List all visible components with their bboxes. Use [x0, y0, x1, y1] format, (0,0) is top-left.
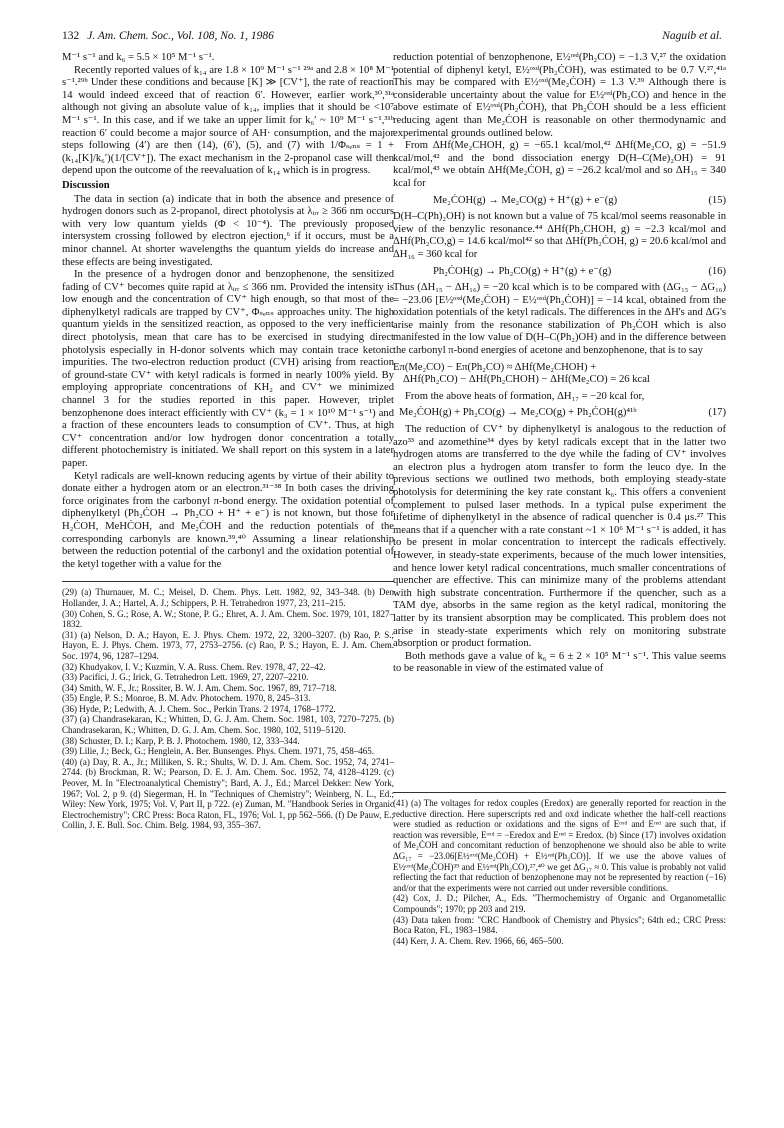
paragraph: The data in section (a) indicate that in both the absence and presence of hydrogen donors such as 2-propanol, direct photolysis at λᵢᵣᵣ ≥ 366 nm occurs with very low quantum yields (Φ < 10⁻⁴). The previously proposed intersystem crossing followed by electron ejection,⁶ if it occurs, must be a minor channel. At shorter wavelengths the quantum yields do increase and these effects are being investigated. — [62, 193, 394, 268]
equation-number: (17) — [708, 407, 726, 419]
paragraph: D(H–C(Ph)₂OH) is not known but a value of 75 kcal/mol seems reasonable in view of the benzylic resonance.⁴⁴ ΔHf(Ph₂CHOH, g) = −2.3 kcal/mol and ΔHf(Ph₂CO,g) = 14.6 kcal/mol⁴² so that ΔHf(Ph₂ĊOH, g) = 20.6 kcal/mol and ΔH₁₆ = 360 kcal for — [393, 211, 726, 260]
equation-number: (16) — [708, 265, 726, 277]
paragraph: Both methods gave a value of k₆ = 6 ± 2 × 10⁵ M⁻¹ s⁻¹. This value seems to be reasonable in view of the estimated value of — [393, 650, 726, 675]
journal-citation: J. Am. Chem. Soc., Vol. 108, No. 1, 1986 — [87, 30, 274, 42]
paragraph: From the above heats of formation, ΔH₁₇ = −20 kcal for, — [405, 390, 645, 402]
running-header-left — [62, 30, 274, 42]
footnote-item: (44) Kerr, J. A. Chem. Rev. 1966, 66, 465–500. — [393, 935, 564, 946]
reference-item: (29) (a) Thurnauer, M. C.; Meisel, D. Chem. Phys. Lett. 1982, 92, 343–348. (b) Den Hollander, J. A.; Hartel, A. J.; Schippers, P. H. Tetrahedron 1977, 23, 211–215. — [62, 587, 394, 608]
paragraph: Thus (ΔH₁₅ − ΔH₁₆) = −20 kcal which is to be compared with (ΔG₁₅ − ΔG₁₆) = −23.06 [E½ᵒˣᵈ(Me₂ĊOH) − E½ᵒˣᵈ(Ph₂ĊOH)] = −14 kcal, obtained from the oxidation potentials of the ketyl radicals. The differences in the ΔH's and ΔG's arise mainly from the resonance stabilization of Ph₂ĊOH which is also manifested in the low value of D(H–C(Ph₂)OH) and in the difference between the carbonyl π-bond energies of acetone and benzophenone, that is to say — [393, 282, 726, 357]
reference-item: (40) (a) Day, R. A., Jr.; Milliken, S. R.; Shults, W. D. J. Am. Chem. Soc. 1952, 74, 2741–2744. (b) Brockman, R. W.; Pearson, D. E. J. Am. Chem. Soc. 1952, 74, 4128–4129. (c) Peover, M. In "Electroanalytical Chemistry"; Bard, A. J., Ed.; Marcel Dekker: New York, 1967; Vol. 2, p 9. (d) Siegerman, H. In "Techniques of Chemistry"; Weinberg, N. L., Ed.; Wiley: New York, 1975; Vol. V, Part II, p 722. (e) Zuman, M. "Handbook Series in Organic Electrochemistry"; CRC Press: Boca Raton, FL, 1976; Vol. 1, pp 562–566. (f) De Pauw, E.; Collin, J. E. Bull. Soc. Chim. Belg. 1984, 93, 355–367. — [62, 756, 394, 831]
reference-item: (35) Engle, P. S.; Monroe, B. M. Adv. Photochem. 1970, 8, 245–313. — [62, 693, 311, 704]
running-header-authors: Naguib et al. — [662, 30, 722, 42]
paragraph: From ΔHf(Me₂CHOH, g) = −65.1 kcal/mol,⁴² ΔHf(Me₂CO, g) = −51.9 kcal/mol,⁴² and the bond dissociation energy D(H–C(Me)₂OH) = 91 kcal/mol,⁴³ we obtain ΔHf(Me₂ĊOH, g) = −26.2 kcal/mol and so ΔH₁₅ = 340 kcal for — [393, 140, 726, 189]
equation-body: Ph₂ĊOH(g) → Ph₂CO(g) + H⁺(g) + e⁻(g) — [433, 265, 612, 277]
footnote-item: (42) Cox, J. D.; Pilcher, A., Eds. "Thermochemistry of Organic and Organometallic Compounds"; 1970; pp 203 and 219. — [393, 893, 726, 914]
paragraph: reduction potential of benzophenone, E½ʳᵉᵈ(Ph₂CO) = −1.3 V,²⁷ the oxidation potential of diphenyl ketyl, E½ᵒˣᵈ(Ph₂ĊOH), was estimated to be 0.7 V.²⁷,⁴¹ᵃ This may be compared with E½ᵒˣᵈ(Me₂ĊOH) = 1.3 V.³⁹ Although there is considerable uncertainty about the value for E½ʳᵉᵈ(Ph₂CO) and hence in the above estimate of E½ᵒˣᵈ(Ph₂ĊOH), that Ph₂ĊOH should be a less efficient reducing agent than Me₂ĊOH is reasonable on other thermodynamic and experimental grounds outlined below. — [393, 52, 726, 139]
paragraph: Recently reported values of k₁₄ are 1.8 × 10⁹ M⁻¹ s⁻¹ ²⁹ᵃ and 2.8 × 10⁸ M⁻¹ s⁻¹.²⁹ᵇ Under these conditions and because [K] ≫ [CV⁺], the rate of reaction 14 would indeed exceed that of reaction 6′. However, earlier work,³⁰,³¹ᵃ although not giving an absolute value of k₁₄, implies that it should be <10⁷ M⁻¹ s⁻¹. In this case, and if we take an upper limit for k₆′ ~ 10⁹ M⁻¹ s⁻¹,³¹ᵇ reaction 6′ could become a major source of AH· consumption, and the major steps following (4′) are then (14), (6′), (5), and (7) with 1/Φₛₑₙₛ = 1 + (k₁₄[K]/k₆′)(1/[CV⁺]). The exact mechanism in the 2-propanol case will then depend upon the outcome of the reevaluation of k₁₄ which is in progress. — [62, 64, 394, 177]
equation-number: (15) — [708, 194, 726, 206]
equation-pi-bond — [393, 362, 726, 387]
right-column — [393, 52, 726, 676]
paragraph: The reduction of CV⁺ by diphenylketyl is analogous to the reduction of azo³³ and azomethine³⁴ dyes by ketyl radicals except that in the latter two hydrogen atoms are transferred to the dye while the fading of CV⁺ involves an electron plus a hydrogen atom transfer to form the leuco dye. In the previous sections we outlined two methods, both employing steady-state photolysis for determining the key rate constant k₆. This offers a convenient complement to pulsed laser methods. In a typical pulse experiment the lifetime of diphenylketyl in the absence of radical quencher is 0.4 μs.²⁷ This means that if a quencher with a rate constant ~1 × 10⁶ M⁻¹ s⁻¹ is added, it has to be present in molar concentration to intercept the radicals effectively. However, in steady-state experiments, because of the much lower intensities, and hence lower ketyl radical concentrations, much smaller concentrations of quencher are effective. This can minimize many of the problems attendant with high substrate concentration. Furthermore if the quencher, such as a TAM dye, absorbs in the same region as the ketyl radical, monitoring the latter by its transient absorption may be complicated. This problem does not arise in steady-state experiments which rely on monitoring substrate absorption or product formation. — [393, 424, 726, 650]
reference-item: (36) Hyde, P.; Ledwith, A. J. Chem. Soc., Perkin Trans. 2 1974, 1768–1772. — [62, 703, 336, 714]
paragraph: In the presence of a hydrogen donor and benzophenone, the sensitized fading of CV⁺ becomes quite rapid at λᵢᵣᵣ ≤ 366 nm. Provided the intensity is low enough and the concentration of CV⁺ high enough, so that most of the diphenylketyl radicals are trapped by CV⁺, Φₛₑₙₛ approaches unity. The high quantum yields in the sensitized reaction, as opposed to the very inefficient direct photolysis, mean that care has to be exercised in studying direct photolysis especially in H-donor solvents which may contain trace ketonic impurities. The two-electron reduction product (CVH) arising from reaction of ground-state CV⁺ with ketyl radicals is formed in nearly 100% yield. By employing appropriate concentrations of KH₂ and CV⁺ we minimized channel 3 for the studies reported in this paper. However, triplet benzophenone does interact efficiently with CV⁺ (k₃ = 1 × 10¹⁰ M⁻¹ s⁻¹) and a fraction of these encounters leads to consumption of CV⁺. Thus, at high CV⁺ concentration and/or low hydrogen donor concentration a totally different photochemistry is initiated. We shall report on this system in a later paper. — [62, 269, 394, 469]
reference-item: (31) (a) Nelson, D. A.; Hayon, E. J. Phys. Chem. 1972, 22, 3200–3207. (b) Rao, P. S.; Hayon, E. J. Phys. Chem. 1973, 77, 2753–2756. (c) Rao, P. S.; Hayon, E. J. Am. Chem. Soc. 1974, 96, 1287–1294. — [62, 629, 394, 661]
equation-17 — [393, 407, 726, 420]
footnote-item: (43) Data taken from: "CRC Handbook of Chemistry and Physics"; 64th ed.; CRC Press: Boca Raton, FL, 1983–1984. — [393, 914, 726, 936]
paragraph: Ketyl radicals are well-known reducing agents by virtue of their ability to donate either a hydrogen atom or an electron.³¹⁻³⁸ In both cases the driving force originates from the carbonyl π-bond energy. The oxidation potential of diphenylketyl (Ph₂ĊOH → Ph₂CO + H⁺ + e⁻) is not known, but those for H₂ĊOH, MeHĊOH, and Me₂ĊOH and the reduction potentials of the corresponding carbonyls are known.³⁹,⁴⁰ Assuming a linear relationship between the reduction potential of the carbonyl and the oxidation potential of the ketyl together with a value for the — [62, 470, 394, 570]
page-number: 132 — [62, 30, 80, 42]
left-column — [62, 52, 394, 831]
reference-item: (38) Schuster, D. I.; Karp, P. B. J. Photochem. 1980, 12, 333–344. — [62, 735, 300, 746]
equation-16 — [393, 266, 726, 279]
equation-line: ΔHf(Ph₂CO) − ΔHf(Ph₂CHOH) − ΔHf(Me₂CO) = 26 kcal — [403, 374, 650, 386]
equation-line: Eπ(Me₂CO) − Eπ(Ph₂CO) ≈ ΔHf(Me₂CHOH) + — [393, 361, 597, 373]
reference-item: (33) Pacifici, J. G.; Irick, G. Tetrahedron Lett. 1969, 27, 2207–2210. — [62, 672, 309, 683]
reference-item: (34) Smith, W. F., Jr.; Rossiter, B. W. J. Am. Chem. Soc. 1967, 89, 717–718. — [62, 682, 337, 693]
reference-item: (37) (a) Chandrasekaran, K.; Whitten, D. G. J. Am. Chem. Soc. 1981, 103, 7270–7275. (b) Chandrasekaran, K.; Whitten, D. G. J. Am. Chem. Soc. 1980, 102, 5119–5120. — [62, 714, 394, 736]
equation-body: Me₂ĊOH(g) + Ph₂CO(g) → Me₂CO(g) + Ph₂ĊOH(g)⁴¹ᵇ — [399, 407, 637, 419]
reference-item: (32) Khudyakov, I. V.; Kuzmin, V. A. Russ. Chem. Rev. 1978, 47, 22–42. — [62, 661, 326, 672]
paragraph: M⁻¹ s⁻¹ and k₆ = 5.5 × 10⁵ M⁻¹ s⁻¹. — [62, 52, 215, 63]
equation-15 — [393, 195, 726, 208]
footnote-item: (41) (a) The voltages for redox couples (Eredox) are generally reported for reaction in the reductive direction. Here superscripts red and oxd indicate whether the half-cell reactions were studied as reduction or oxidations and the signs of Eᵒˣᵈ and Eʳᵉᵈ are such that, if reaction was reversible, Eᵒˣᵈ = −Eredox and Eʳᵉᵈ = Eredox. (b) Since (17) involves oxidation of Me₂ĊOH and concomitant reduction of benzophenone we should also be able to write ΔG₁₇ = −23.06[E½ᵒˣᵈ(Me₂ĊOH) + E½ʳᵉᵈ(Ph₂CO)]. If we use the above values of E½ᵒˣᵈ(Me₂ĊOH)³⁹ and E½ʳᵉᵈ(Ph₂CO),²⁷,⁴⁰ we get ΔG₁₇ ≈ 0. This value is probably not valid reflecting the fact that reduction of benzophenone may not be represented by reaction (−16) and/or that the experiments were not carried out under reversible conditions. — [393, 798, 726, 893]
references-list — [62, 581, 394, 831]
reference-item: (39) Lilie, J.; Beck, G.; Henglein, A. Ber. Bunsenges. Phys. Chem. 1971, 75, 458–465. — [62, 746, 374, 757]
reference-item: (30) Cohen, S. G.; Rose, A. W.; Stone, P. G.; Ehret, A. J. Am. Chem. Soc. 1979, 101, 1827–1832. — [62, 608, 394, 630]
equation-body: Me₂ĊOH(g) → Me₂CO(g) + H⁺(g) + e⁻(g) — [433, 194, 618, 206]
footnotes-list — [393, 792, 726, 946]
section-heading-discussion: Discussion — [62, 179, 110, 191]
